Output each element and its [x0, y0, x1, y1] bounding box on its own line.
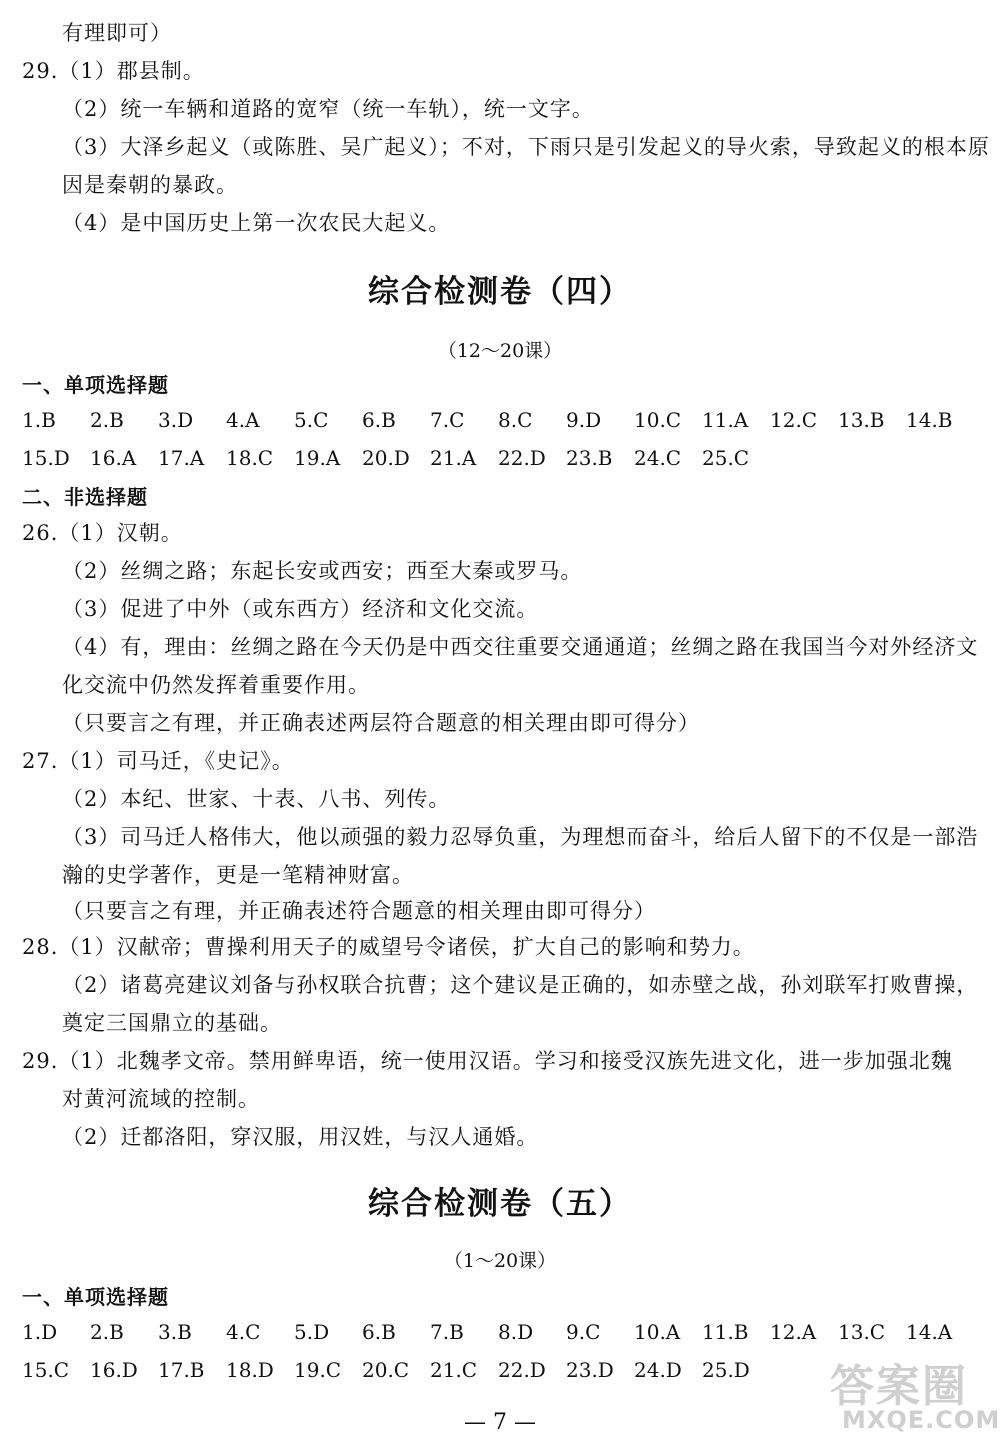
answer: 5.C — [294, 408, 329, 432]
answer: 2.B — [90, 1320, 124, 1344]
page-number: — 7 — — [464, 1410, 536, 1435]
answer: 23.B — [566, 446, 613, 470]
answer: 18.D — [226, 1358, 274, 1382]
answer: 8.D — [498, 1320, 534, 1344]
question-29: 29.（1）郡县制。 — [22, 59, 205, 83]
section-heading: 二、非选择题 — [22, 485, 148, 509]
answer: 6.B — [362, 1320, 396, 1344]
watermark-url: MXQE.COM — [842, 1406, 1000, 1434]
text-line: （2）本纪、世家、十表、八书、列传。 — [62, 787, 451, 811]
text-line: （4）是中国历史上第一次农民大起义。 — [62, 211, 451, 235]
section-title-test4: 综合检测卷（四） — [368, 274, 632, 310]
answer: 10.C — [634, 408, 682, 432]
text-line: （3）司马迁人格伟大，他以顽强的毅力忍辱负重，为理想而奋斗，给后人留下的不仅是一部浩 — [62, 825, 979, 849]
answer-row — [22, 408, 974, 432]
answer: 17.B — [158, 1358, 205, 1382]
section-title-test5: 综合检测卷（五） — [368, 1186, 632, 1222]
text-line: 有理即可） — [62, 21, 172, 45]
answer: 9.C — [566, 1320, 601, 1344]
answer-row — [22, 1320, 974, 1344]
text-line: （2）丝绸之路；东起长安或西安；西至大秦或罗马。 — [62, 559, 583, 583]
answer: 13.B — [838, 408, 885, 432]
answer: 1.B — [22, 408, 56, 432]
text-line: （3）促进了中外（或东西方）经济和文化交流。 — [62, 597, 539, 621]
text-line: 因是秦朝的暴政。 — [62, 173, 238, 197]
text-line: （只要言之有理，并正确表述两层符合题意的相关理由即可得分） — [62, 711, 700, 735]
lesson-range: （12～20课） — [437, 340, 563, 362]
answer: 24.C — [634, 446, 682, 470]
answer: 9.D — [566, 408, 602, 432]
answer: 19.C — [294, 1358, 342, 1382]
answer: 3.B — [158, 1320, 192, 1344]
answer: 7.C — [430, 408, 465, 432]
section-heading: 一、单项选择题 — [22, 373, 169, 397]
text-line: （3）大泽乡起义（或陈胜、吴广起义）；不对，下雨只是引发起义的导火索，导致起义的根本原 — [62, 135, 990, 159]
answer: 25.C — [702, 446, 750, 470]
question-27: 27.（1）司马迁，《史记》。 — [22, 749, 294, 773]
answer-row — [22, 446, 770, 470]
text-line: 瀚的史学著作，更是一笔精神财富。 — [62, 863, 414, 887]
answer: 12.C — [770, 408, 818, 432]
lesson-range: （1～20课） — [443, 1250, 557, 1272]
answer: 16.A — [90, 446, 137, 470]
answer: 1.D — [22, 1320, 58, 1344]
question-26: 26.（1）汉朝。 — [22, 521, 183, 545]
answer: 14.B — [906, 408, 953, 432]
answer: 2.B — [90, 408, 124, 432]
answer: 4.A — [226, 408, 260, 432]
answer: 19.A — [294, 446, 341, 470]
answer: 10.A — [634, 1320, 681, 1344]
text-line: 奠定三国鼎立的基础。 — [62, 1011, 282, 1035]
text-line: （2）迁都洛阳，穿汉服，用汉姓，与汉人通婚。 — [62, 1125, 539, 1149]
answer: 14.A — [906, 1320, 953, 1344]
watermark-mark: 答案圈 — [830, 1361, 968, 1412]
answer: 13.C — [838, 1320, 886, 1344]
answer: 3.D — [158, 408, 194, 432]
text-line: 对黄河流域的控制。 — [62, 1087, 260, 1111]
answer: 17.A — [158, 446, 205, 470]
answer: 21.A — [430, 446, 477, 470]
answer: 4.C — [226, 1320, 261, 1344]
answer: 12.A — [770, 1320, 817, 1344]
text-line: （2）诸葛亮建议刘备与孙权联合抗曹；这个建议是正确的，如赤壁之战，孙刘联军打败曹操， — [62, 973, 979, 997]
answer-row — [22, 1358, 770, 1382]
answer: 8.C — [498, 408, 533, 432]
answer: 25.D — [702, 1358, 750, 1382]
answer: 23.D — [566, 1358, 614, 1382]
answer: 20.C — [362, 1358, 410, 1382]
watermark-logo — [826, 1350, 1000, 1446]
answer: 22.D — [498, 1358, 546, 1382]
answer: 20.D — [362, 446, 410, 470]
answer: 11.A — [702, 408, 749, 432]
text-line: （2）统一车辆和道路的宽窄（统一车轨），统一文字。 — [62, 97, 594, 121]
section-heading: 一、单项选择题 — [22, 1285, 169, 1309]
answer: 24.D — [634, 1358, 682, 1382]
answer: 18.C — [226, 446, 274, 470]
answer: 21.C — [430, 1358, 478, 1382]
question-28: 28.（1）汉献帝；曹操利用天子的威望号令诸侯，扩大自己的影响和势力。 — [22, 935, 755, 959]
answer: 5.D — [294, 1320, 330, 1344]
question-29: 29.（1）北魏孝文帝。禁用鲜卑语，统一使用汉语。学习和接受汉族先进文化，进一步加强北魏 — [22, 1049, 953, 1073]
text-line: （4）有，理由：丝绸之路在今天仍是中西交往重要交通通道；丝绸之路在我国当今对外经济文 — [62, 635, 979, 659]
text-line: （只要言之有理，并正确表述符合题意的相关理由即可得分） — [62, 899, 656, 923]
answer: 15.D — [22, 446, 70, 470]
answer: 7.B — [430, 1320, 464, 1344]
answer: 11.B — [702, 1320, 749, 1344]
text-line: 化交流中仍然发挥着重要作用。 — [62, 673, 370, 697]
answer: 22.D — [498, 446, 546, 470]
answer: 6.B — [362, 408, 396, 432]
answer: 16.D — [90, 1358, 138, 1382]
answer: 15.C — [22, 1358, 70, 1382]
